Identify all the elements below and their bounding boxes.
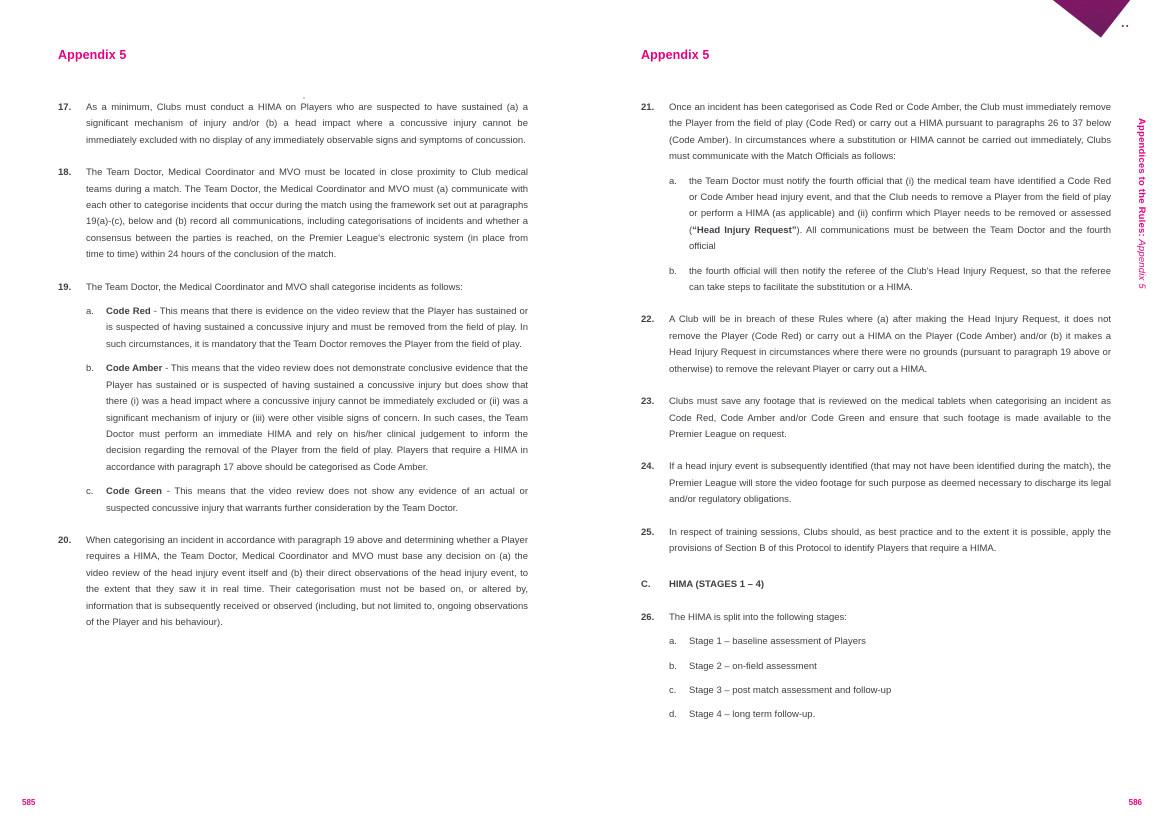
sub-clause-21a bbox=[669, 174, 1111, 256]
clause-text: When categorising an incident in accordance with paragraph 19 above and determining whether a Player requires a HIMA, the Team Doctor, Medical Coordinator and MVO must base any decision on (a) the video review of the head injury event itself and (b) their direct observations of the head injury event, to the extent that they saw it in real time. Their categorisation must not be based on, or altered by, information that is subsequently received or observed (including, but not limited to, ongoing observations of the Player and his behaviour). bbox=[86, 534, 528, 628]
sub-clause-text: - This means that the video review does not show any evidence of an actual or suspected concussive injury that warrants further consideration by the Team Doctor. bbox=[106, 486, 528, 514]
clause-text: In respect of training sessions, Clubs should, as best practice and to the extent it is possible, apply the provisions of Section B of this Protocol to identify Players that require a HIMA. bbox=[669, 526, 1111, 554]
clause-18 bbox=[58, 165, 528, 263]
clause-26 bbox=[641, 610, 1111, 724]
clause-25 bbox=[641, 525, 1111, 558]
clause-number: 17. bbox=[58, 102, 72, 113]
left-page-column bbox=[58, 48, 528, 647]
sub-clause-21b bbox=[669, 264, 1111, 297]
clause-text: The Team Doctor, the Medical Coordinator and MVO shall categorise incidents as follows: bbox=[86, 281, 463, 293]
sub-clause-text: Stage 2 – on-field assessment bbox=[689, 660, 817, 672]
section-heading-c bbox=[641, 577, 1111, 593]
sub-clause-19b bbox=[86, 361, 528, 476]
sub-clause-bold-term: “Head Injury Request” bbox=[692, 224, 797, 236]
sub-clause-label: b. bbox=[86, 363, 94, 375]
sub-clause-19a bbox=[86, 304, 528, 353]
clause-19 bbox=[58, 280, 528, 517]
folio-left: 585 bbox=[22, 798, 36, 807]
clause-text: Once an incident has been categorised as Code Red or Code Amber, the Club must immediately remove the Player from the field of play (Code Red) or carry out a HIMA pursuant to paragraphs 26 to 37 below (Code Amber). In circumstances where a substitution or HIMA cannot be carried out immediately, Clubs must communicate with the Match Officials as follows: bbox=[669, 102, 1111, 163]
sub-clause-label: c. bbox=[86, 486, 94, 498]
sub-clause-lead: Code Green bbox=[106, 486, 162, 498]
clause-21 bbox=[641, 100, 1111, 296]
spine-label bbox=[1132, 118, 1148, 289]
sub-clause-label: b. bbox=[669, 660, 677, 672]
clause-22 bbox=[641, 312, 1111, 378]
sub-clause-26d bbox=[669, 707, 1111, 723]
sub-clause-label: d. bbox=[669, 709, 677, 721]
clause-text: If a head injury event is subsequently identified (that may not have been identified during the match), the Premier League will store the video footage for such purpose as deemed necessary to discharge its legal and/or regulatory obligations. bbox=[669, 461, 1111, 506]
clause-number: 26. bbox=[641, 611, 655, 623]
sub-clause-lead: Code Amber bbox=[106, 363, 163, 375]
sub-clause-26c bbox=[669, 683, 1111, 699]
section-title: HIMA (STAGES 1 – 4) bbox=[669, 579, 765, 591]
clause-number: 25. bbox=[641, 526, 655, 538]
clause-text: The Team Doctor, Medical Coordinator and MVO must be located in close proximity to Club medical teams during a match. The Team Doctor, the Medical Coordinator and MVO must (a) communicate with each other to categorise incidents that occur during the match using the framework set out at paragraphs 19(a)-(c), below and (b) record all communications, including categorisations of incidents and whether a consensus between the parties is reached, on the Premier League's electronic system (in place from time to time) within 24 hours of the conclusion of the match. bbox=[86, 167, 528, 261]
sub-clause-26a bbox=[669, 634, 1111, 650]
sub-clause-text: Stage 4 – long term follow-up. bbox=[689, 709, 816, 721]
page-title-left: Appendix 5 bbox=[58, 48, 127, 62]
sub-clause-text: the Team Doctor must notify the fourth official that (i) the medical team have identified a Code Red or Code Amber head injury event, and that the Club needs to remove a Player from the field of play or perform a HIMA (as applicable) and (ii) confirm which Player needs to be removed or assessed ( bbox=[689, 175, 1111, 236]
folio-right: 586 bbox=[1128, 798, 1142, 807]
section-letter: C. bbox=[641, 579, 651, 591]
clause-24 bbox=[641, 459, 1111, 508]
sub-clause-label: c. bbox=[669, 684, 677, 696]
sub-clause-label: b. bbox=[669, 265, 677, 277]
clause-number: 18. bbox=[58, 167, 72, 179]
clause-17 bbox=[58, 100, 528, 149]
right-page-column bbox=[641, 48, 1111, 740]
clause-number: 20. bbox=[58, 534, 72, 546]
spine-label-italic: Appendix 5 bbox=[1136, 236, 1147, 289]
clause-number: 22. bbox=[641, 314, 655, 326]
sub-clause-text: Stage 3 – post match assessment and follow-up bbox=[689, 684, 892, 696]
sub-clause-text: the fourth official will then notify the referee of the Club's Head Injury Request, so that the referee can take steps to facilitate the substitution or a HIMA. bbox=[689, 265, 1111, 294]
page-title-right: Appendix 5 bbox=[641, 48, 710, 62]
clause-number: 19. bbox=[58, 281, 72, 293]
clause-number: 23. bbox=[641, 396, 655, 408]
sub-clause-label: a. bbox=[669, 175, 677, 187]
sub-clause-19c bbox=[86, 484, 528, 517]
sub-clause-label: a. bbox=[86, 306, 94, 318]
clause-20 bbox=[58, 533, 528, 631]
sub-clause-label: a. bbox=[669, 636, 677, 648]
sub-clause-text: - This means that there is evidence on the video review that the Player has sustained or is suspected of having sustained a concussive injury and must be removed from the field of play. In such circumstances, it is mandatory that the Team Doctor removes the Player from the field of play. bbox=[106, 306, 528, 350]
sub-clause-text: Stage 1 – baseline assessment of Players bbox=[689, 636, 866, 648]
spine-label-bold: Appendices to the Rules: bbox=[1136, 118, 1147, 237]
sub-clause-lead: Code Red bbox=[106, 306, 151, 318]
clause-text: Clubs must save any footage that is reviewed on the medical tablets when categorising an incident as Code Red, Code Amber and/or Code Green and ensure that such footage is made available to the Premier League on request. bbox=[669, 396, 1111, 440]
sub-clause-text: - This means that the video review does not demonstrate conclusive evidence that the Player has sustained or is suspected of having sustained a concussive injury but does show that there (i) was a head impact where a concussive injury cannot be immediately excluded or (ii) was a significant mechanism of injury or (iii) were other visible signs of concern. In such cases, the Team Doctor must perform an immediate HIMA and rely on his/her clinical judgement to inform the decision regarding the removal of the Player from the field of play. Players that require a HIMA in accordance with paragraph 17 above should be categorised as Code Amber. bbox=[106, 363, 528, 473]
clause-number: 24. bbox=[641, 461, 655, 473]
sub-clause-text-cont: ). All communications must be between the Team Doctor and the fourth official bbox=[689, 224, 1111, 253]
clause-23 bbox=[641, 394, 1111, 443]
clause-number: 21. bbox=[641, 102, 655, 113]
clause-text: The HIMA is split into the following stages: bbox=[669, 611, 847, 623]
sub-clause-26b bbox=[669, 659, 1111, 675]
clause-text: A Club will be in breach of these Rules where (a) after making the Head Injury Request, it does not remove the Player (Code Red) or carry out a HIMA on the Player (Code Amber) and/or (b) it makes a Head Injury Request in circumstances where there were no grounds (pursuant to paragraph 19 above or otherwise) to remove the relevant Player or carry out a HIMA. bbox=[669, 314, 1111, 375]
premier-league-lion-crest-icon bbox=[1110, 14, 1140, 48]
clause-text: As a minimum, Clubs must conduct a HIMA on Players who are suspected to have sustained (a) a significant mechanism of injury and/or (b) a head impact where a concussive injury cannot be immediately excluded with no display of any immediately observable signs and symptoms of concussion. bbox=[86, 102, 528, 146]
